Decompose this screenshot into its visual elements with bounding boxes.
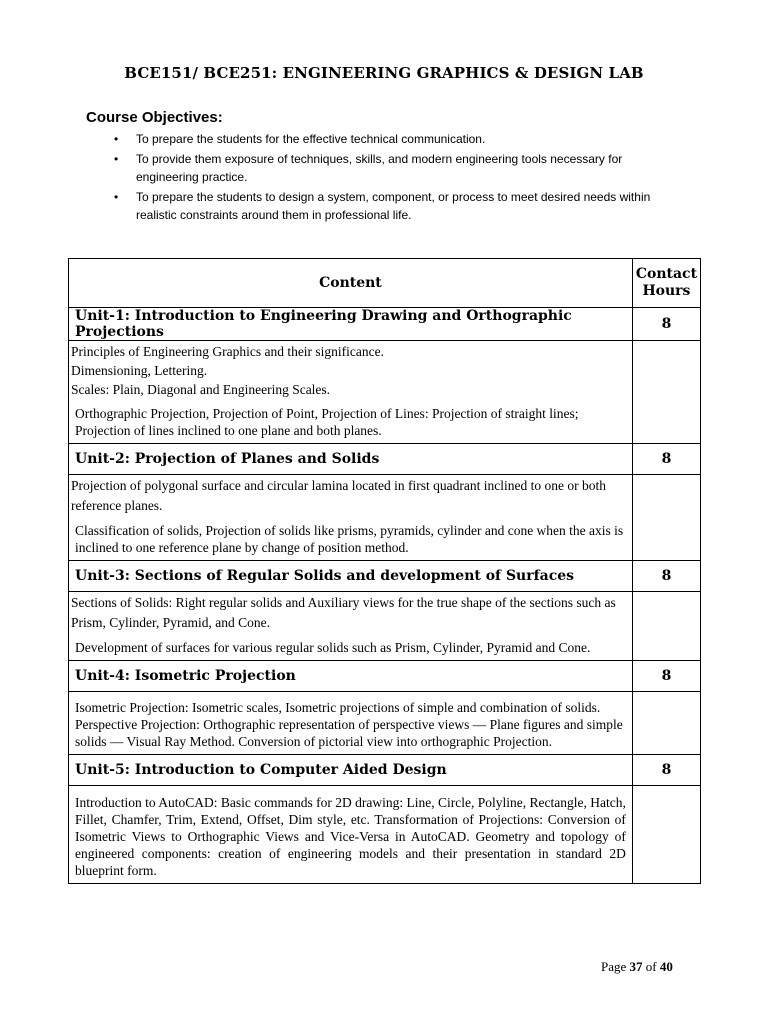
page-footer: Page 37 of 40 <box>601 959 673 974</box>
unit-title-row <box>69 444 701 475</box>
unit-hours-empty <box>632 592 700 661</box>
unit-hours-empty <box>632 692 700 755</box>
page-number: 37 <box>629 959 643 974</box>
unit-title: Unit-4: Isometric Projection <box>69 661 633 692</box>
bullet-icon: • <box>114 132 119 146</box>
unit-content-row <box>69 475 701 561</box>
page-total: 40 <box>659 959 673 974</box>
unit-content-row <box>69 341 701 444</box>
unit-title-row <box>69 308 701 341</box>
unit-title: Unit-2: Projection of Planes and Solids <box>69 444 633 475</box>
unit-title-row <box>69 755 701 786</box>
unit-content-row <box>69 592 701 661</box>
unit-content-row <box>69 692 701 755</box>
unit-title-row <box>69 561 701 592</box>
unit-hours: 8 <box>632 308 700 341</box>
unit-description: Projection of polygonal surface and circular lamina located in first quadrant inclined to one or both reference planes. Classification of solids, Projection of solids like prisms, pyramids, cylinder and cone when the axis is inclined to one reference plane by change of position method. <box>69 475 633 561</box>
unit-hours-empty <box>632 786 700 884</box>
header-content: Content <box>69 259 633 308</box>
unit-description: Principles of Engineering Graphics and their significance. Dimensioning, Lettering. Scales: Plain, Diagonal and Engineering Scales. Orthographic Projection, Projection of Point, Projection of Lines: Projection of straight lines; Projection of lines inclined to one plane and both planes. <box>69 341 633 444</box>
unit-hours-empty <box>632 341 700 444</box>
objective-item: • To provide them exposure of techniques, skills, and modern engineering tools necessary for engineering practice. <box>114 152 623 184</box>
unit-hours: 8 <box>632 755 700 786</box>
unit-title-row <box>69 661 701 692</box>
bullet-icon: • <box>114 190 119 204</box>
unit-description: Sections of Solids: Right regular solids and Auxiliary views for the true shape of the sections such as Prism, Cylinder, Pyramid, and Cone. Development of surfaces for various regular solids such as Prism, Cylinder, Pyramid and Cone. <box>69 592 633 661</box>
unit-title: Unit-3: Sections of Regular Solids and development of Surfaces <box>69 561 633 592</box>
table-header-row <box>69 259 701 308</box>
objectives-heading: Course Objectives: <box>86 109 223 126</box>
objective-item: • To prepare the students for the effective technical communication. <box>114 132 486 146</box>
unit-content-row <box>69 786 701 884</box>
unit-description: Introduction to AutoCAD: Basic commands for 2D drawing: Line, Circle, Polyline, Rectangle, Hatch, Fillet, Chamfer, Trim, Extend, Offset, Dim style, etc. Transformation of Projections: Conversion of Isometric Views to Orthographic Views and Vice-Versa in AutoCAD. Geometry and topology of engineered components: creation of engineering models and their presentation in standard 2D blueprint form. <box>69 786 633 884</box>
unit-description: Isometric Projection: Isometric scales, Isometric projections of simple and combination of solids. Perspective Projection: Orthographic representation of perspective views — Plane figures and simple solids — Visual Ray Method. Conversion of pictorial view into orthographic Projection. <box>69 692 633 755</box>
syllabus-table <box>68 258 701 884</box>
unit-hours-empty <box>632 475 700 561</box>
page-title: BCE151/ BCE251: ENGINEERING GRAPHICS & DESIGN LAB <box>124 64 644 82</box>
objectives-list <box>110 130 670 226</box>
unit-hours: 8 <box>632 661 700 692</box>
header-contact-hours: Contact Hours <box>632 259 700 308</box>
objective-item: • To prepare the students to design a system, component, or process to meet desired needs within realistic constraints around them in professional life. <box>114 190 651 222</box>
unit-title: Unit-1: Introduction to Engineering Drawing and Orthographic Projections <box>69 308 633 341</box>
bullet-icon: • <box>114 152 119 166</box>
unit-title: Unit-5: Introduction to Computer Aided Design <box>69 755 633 786</box>
unit-hours: 8 <box>632 444 700 475</box>
unit-hours: 8 <box>632 561 700 592</box>
